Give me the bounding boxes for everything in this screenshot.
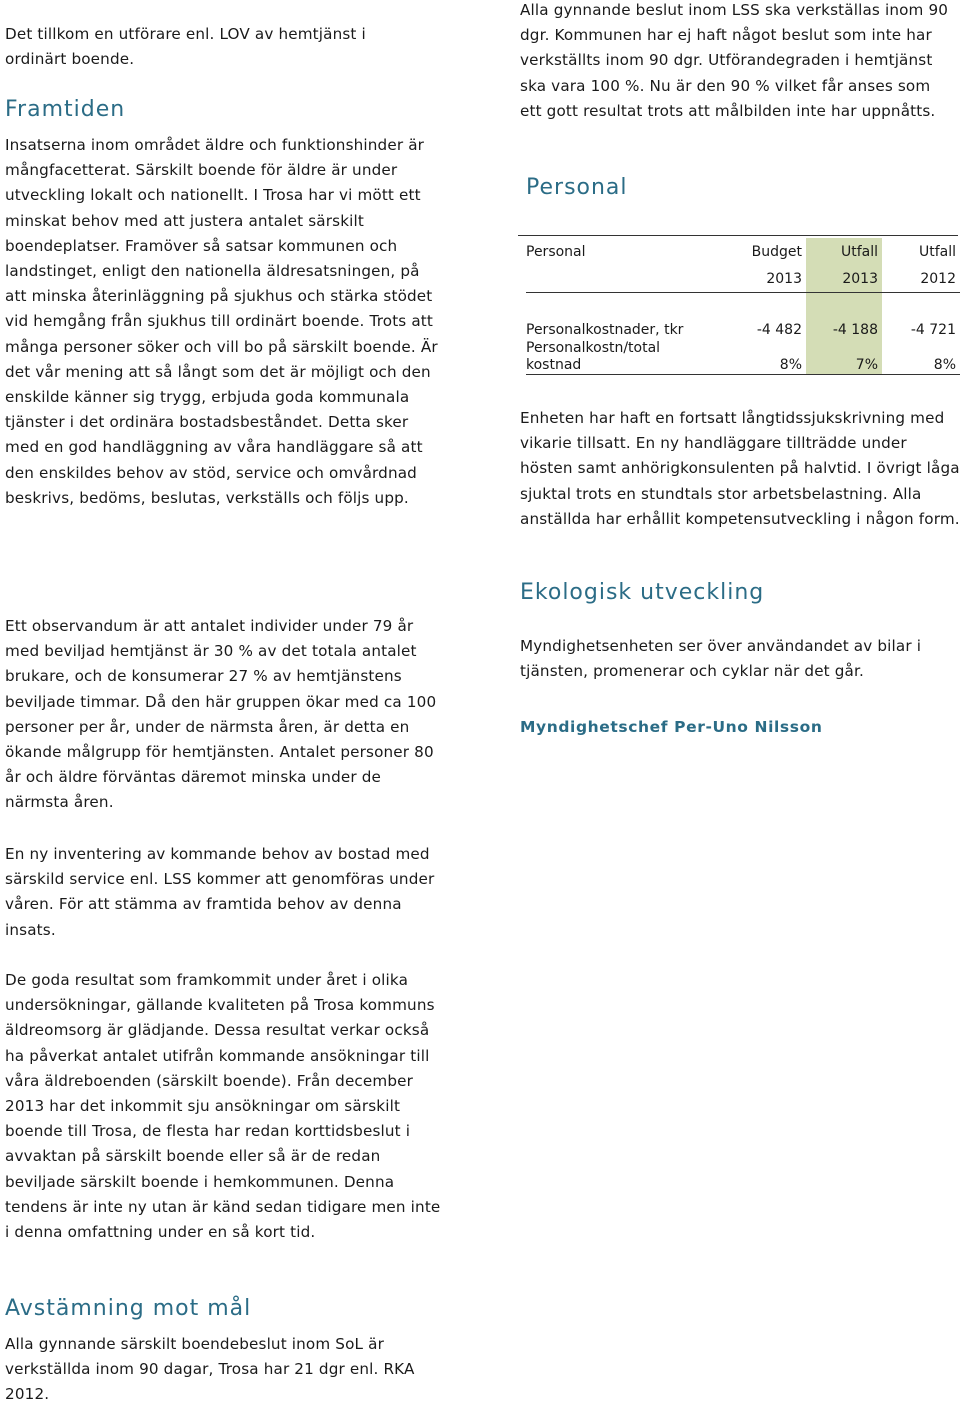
year-budget: 2013 bbox=[766, 270, 802, 287]
paragraph-observation: Ett observandum är att antalet individer under 79 år med beviljad hemtjänst är 30 % av det totala antalet brukare, och de konsumerar 27 % av hemtjänstens beviljade timmar. Då den här gruppen ökar med ca 100 personer per år, under de närmsta åren, är detta en ökande målgrupp för hemtjänsten. Antalet personer 80 år och äldre förväntas däremot minska under de närmsta åren. bbox=[5, 617, 437, 812]
spacer bbox=[526, 293, 730, 321]
paragraph-lss: Alla gynnande beslut inom LSS ska verkställas inom 90 dgr. Kommunen har ej haft något beslut som inte har verkställts inom 90 dgr. Utförandegraden i hemtjänst ska vara 100 %. Nu är den 90 % vilket får anses som ett gott resultat trots att målbilden inte har uppnåtts. bbox=[520, 1, 949, 120]
spacer bbox=[882, 293, 960, 321]
table-spacer-row bbox=[526, 293, 960, 321]
costs-budget: -4 482 bbox=[756, 322, 802, 338]
paragraph-staff: Enheten har haft en fortsatt långtidssjukskrivning med vikarie tillsatt. En ny handläggare tillträdde under hösten samt anhörigkonsulenten på halvtid. I övrigt låga sjuktal trots en stundtals stor arbetsbelastning. Alla anställda har erhållit kompetensutveckling i någon form. bbox=[520, 409, 960, 528]
personnel-table bbox=[526, 238, 960, 375]
year-utfall-2013: 2013 bbox=[806, 265, 882, 293]
paragraph-eco: Myndighetsenheten ser över användandet av bilar i tjänsten, promenerar och cyklar när det går. bbox=[520, 637, 922, 681]
header-budget: Budget bbox=[751, 243, 802, 260]
label-share-line2: kostnad bbox=[526, 357, 582, 373]
header-utfall-2013: Utfall bbox=[806, 238, 882, 265]
paragraph-intro: Det tillkom en utförare enl. LOV av hemtjänst i ordinärt boende. bbox=[5, 25, 366, 69]
table-row-share bbox=[526, 340, 960, 375]
year-utfall-2012: 2012 bbox=[920, 270, 956, 287]
label-share-line1: Personalkostn/total bbox=[526, 340, 661, 356]
costs-utfall-2013: -4 188 bbox=[806, 320, 882, 340]
header-personal: Personal bbox=[526, 243, 586, 260]
paragraph-goals: Alla gynnande särskilt boendebeslut inom SoL är verkställda inom 90 dagar, Trosa har 21 dgr enl. RKA 2012. bbox=[5, 1335, 415, 1404]
spacer bbox=[730, 293, 806, 321]
heading-goals: Avstämning mot mål bbox=[5, 1296, 252, 1321]
heading-personal: Personal bbox=[526, 175, 628, 200]
heading-ekologisk: Ekologisk utveckling bbox=[520, 580, 765, 605]
costs-utfall-2012: -4 721 bbox=[910, 322, 956, 338]
paragraph-results: De goda resultat som framkommit under året i olika undersökningar, gällande kvaliteten på Trosa kommuns äldreomsorg är glädjande. Dessa resultat verkar också ha påverkat antalet utifrån kommande ansökningar till våra äldreboenden (särskilt boende). Från december 2013 har det inkommit sju ansökningar om särskilt boende till Trosa, de flesta har redan korttidsbeslut i avvaktan på särskilt boende eller så är de redan beviljade särskilt boende i hemkommunen. Denna tendens är inte ny utan är känd sedan tidigare men inte i denna omfattning under en så kort tid. bbox=[5, 971, 441, 1242]
heading-framtiden: Framtiden bbox=[5, 97, 126, 122]
table-top-rule bbox=[518, 235, 958, 236]
signature: Myndighetschef Per-Uno Nilsson bbox=[520, 718, 823, 736]
paragraph-future: Insatserna inom området äldre och funktionshinder är mångfacetterat. Särskilt boende för äldre är under utveckling lokalt och nationellt. I Trosa har vi mött ett minskat behov med att justera antalet särskilt boendeplatser. Framöver så satsar kommunen och landstinget, enligt den nationella äldresatsningen, på att minska återinläggning på sjukhus och stärka stödet vid hemgång från sjukhus till ordinärt boende. Trots att många personer söker och vill bo på särskilt boende. Är det vår mening att så långt som det är möjligt och den enskilde känner sig trygg, erbjuda goda kommunala tjänster i det ordinära bostadsbeståndet. Detta sker med en god handläggning av våra handläggare så att den enskildes behov av stöd, service och omvårdnad beskrivs, bedöms, beslutas, verkställs och följs upp. bbox=[5, 136, 438, 507]
table-year-row bbox=[526, 265, 960, 293]
header-utfall-2012: Utfall bbox=[918, 243, 956, 260]
share-budget: 8% bbox=[779, 357, 802, 373]
share-utfall-2013: 7% bbox=[806, 340, 882, 375]
table-row-costs bbox=[526, 320, 960, 340]
spacer bbox=[806, 293, 882, 321]
paragraph-inventory: En ny inventering av kommande behov av bostad med särskild service enl. LSS kommer att genomföras under våren. För att stämma av framtida behov av denna insats. bbox=[5, 845, 435, 939]
share-utfall-2012: 8% bbox=[933, 357, 956, 373]
label-personalkostn-total bbox=[526, 340, 730, 375]
year-blank bbox=[526, 265, 730, 293]
table-header-row bbox=[526, 238, 960, 265]
label-personalkostnader: Personalkostnader, tkr bbox=[526, 322, 684, 338]
